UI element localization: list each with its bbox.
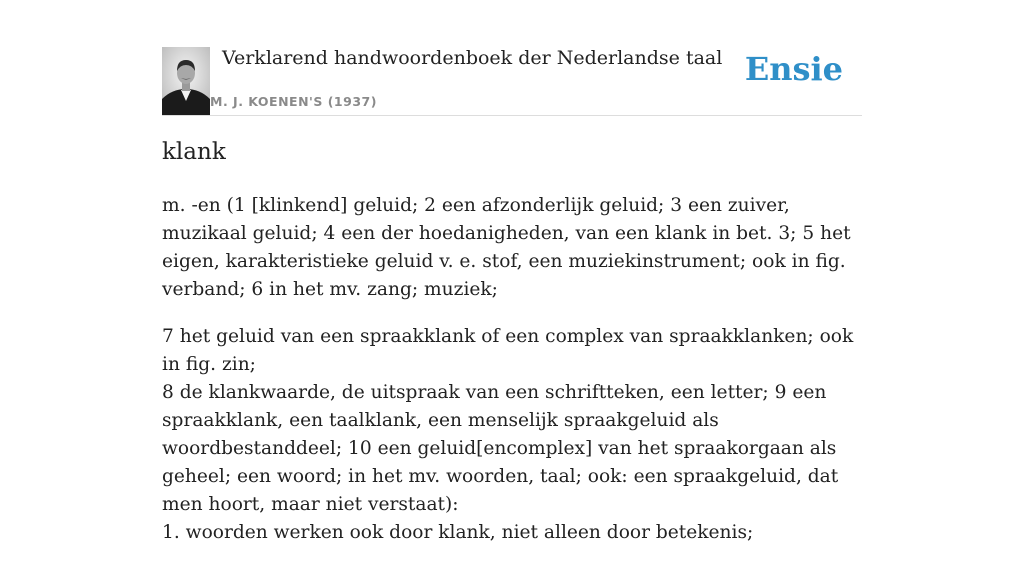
definition-paragraph: m. -en (1 [klinkend] geluid; 2 een afzonderlijk geluid; 3 een zuiver, muzikaal geluid; 4 een der hoedanigheden, van een klank in bet. 3; 5 het eigen, karakteristieke geluid v. e. stof, een muziekinstrument; ook in fig. verband; 6 in het mv. zang; muziek;	[162, 195, 851, 300]
site-header	[162, 40, 862, 116]
definition-paragraph	[162, 323, 867, 547]
definition-line: 8 de klankwaarde, de uitspraak van een schriftteken, een letter; 9 een spraakklank, een taalklank, een menselijk spraakgeluid als woordbestanddeel; 10 een geluid[encomplex] van het spraakorgaan als geheel; een woord; in het mv. woorden, taal; ook: een spraakgeluid, dat men hoort, maar niet verstaat):	[162, 382, 839, 515]
entry-headword: klank	[162, 139, 226, 165]
entry-definition	[162, 192, 867, 566]
definition-line: 7 het geluid van een spraakklank of een complex van spraakklanken; ook in fig. zin;	[162, 326, 854, 375]
author-portrait-image	[162, 47, 210, 115]
author-portrait-icon	[162, 47, 210, 115]
ensie-logo-link[interactable]: Ensie	[744, 50, 843, 88]
definition-line: 1. woorden werken ook door klank, niet alleen door betekenis;	[162, 522, 754, 543]
dictionary-title: Verklarend handwoordenboek der Nederlandse taal	[222, 47, 723, 69]
dictionary-subtitle: M. J. KOENEN'S (1937)	[210, 94, 377, 109]
